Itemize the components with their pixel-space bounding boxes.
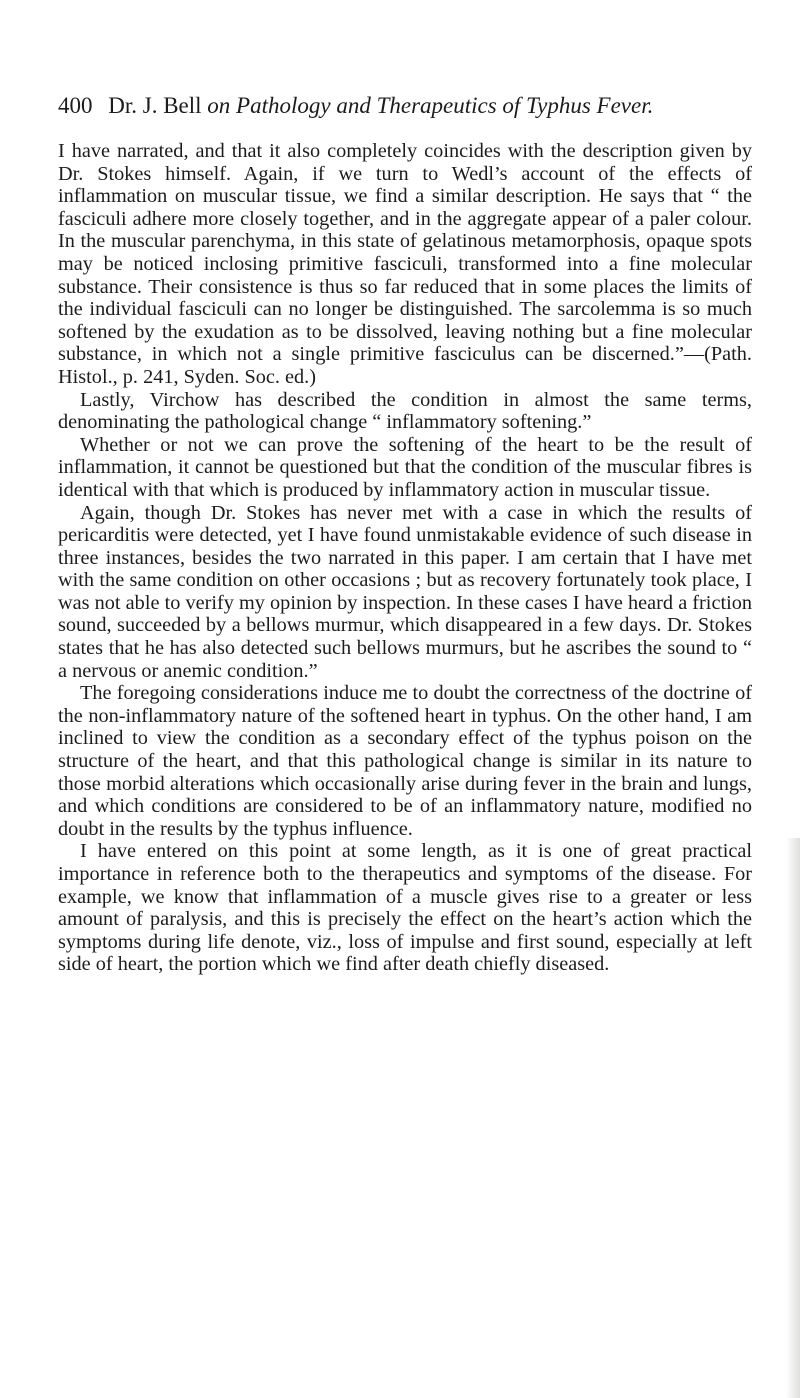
paragraph: Again, though Dr. Stokes has never met with a case in which the results of pericarditis were detected, yet I have found unmistakable evidence of such disease in three instances, besides the two narrated in this paper. I am certain that I have met with the same condition on other occasions ; but as recovery fortunately took place, I was not able to verify my opinion by inspection. In these cases I have heard a friction sound, succeeded by a bellows murmur, which disappeared in a few days. Dr. Stokes states that he has also detected such bellows murmurs, but he ascribes the sound to “ a nervous or anemic condition.” (58, 501, 752, 682)
paragraph: The foregoing considerations induce me to doubt the correctness of the doctrine of the non-inflammatory nature of the softened heart in typhus. On the other hand, I am inclined to view the condition as a secondary effect of the typhus poison on the structure of the heart, and that this pathological change is similar in its nature to those morbid alterations which occasionally arise during fever in the brain and lungs, and which conditions are considered to be of an inflammatory nature, modified no doubt in the results by the typhus influence. (58, 682, 752, 840)
page-number: 400 (58, 93, 93, 118)
paragraph: Whether or not we can prove the softening of the heart to be the result of inflammation, it cannot be questioned but that the condition of the muscular fibres is identical with that which is produced by inflammatory action in muscular tissue. (58, 433, 752, 501)
running-head-author: Dr. J. Bell (108, 93, 202, 118)
page-edge-shadow (786, 838, 800, 1398)
paragraph: I have entered on this point at some length, as it is one of great practical importance in reference both to the therapeutics and symptoms of the disease. For example, we know that inflammation of a muscle gives rise to a greater or less amount of paralysis, and this is precisely the effect on the heart’s action which the symptoms during life denote, viz., loss of impulse and first sound, especially at left side of heart, the portion which we find after death chiefly diseased. (58, 840, 752, 976)
body-text (58, 140, 752, 976)
document-page (58, 92, 752, 976)
running-head (58, 92, 752, 120)
running-head-title: on Pathology and Therapeutics of Typhus Fever. (207, 93, 654, 118)
paragraph-continued: I have narrated, and that it also completely coincides with the description given by Dr. Stokes himself. Again, if we turn to Wedl’s account of the effects of inflammation on muscular tissue, we find a similar description. He says that “ the fasciculi adhere more closely together, and in the aggregate appear of a paler colour. In the muscular parenchyma, in this state of gelatinous metamorphosis, opaque spots may be noticed inclosing primitive fasciculi, transformed into a fine molecular substance. Their consistence is thus so far reduced that in some places the limits of the individual fasciculi can no longer be distinguished. The sarcolemma is so much softened by the exudation as to be dissolved, leaving nothing but a fine molecular substance, in which not a single primitive fasciculus can be discerned.”—(Path. Histol., p. 241, Syden. Soc. ed.) (58, 140, 752, 388)
paragraph: Lastly, Virchow has described the condition in almost the same terms, denominating the pathological change “ inflammatory softening.” (58, 388, 752, 434)
